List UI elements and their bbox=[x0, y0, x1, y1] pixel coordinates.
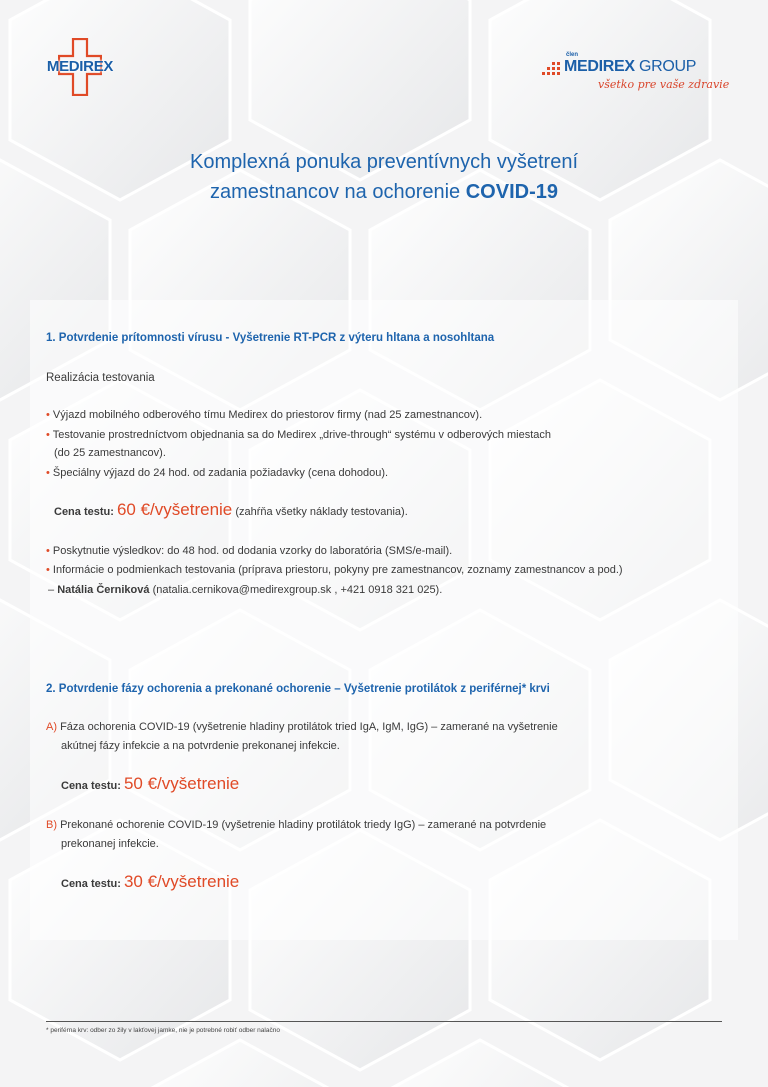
brand-light: GROUP bbox=[634, 58, 697, 75]
title-covid: COVID-19 bbox=[465, 181, 558, 203]
medirex-logo bbox=[44, 38, 116, 98]
price-label: Cena testu: bbox=[61, 780, 121, 792]
slogan: všetko pre vaše zdravie bbox=[598, 78, 730, 91]
price-row-rt-pcr bbox=[54, 500, 408, 520]
list-item: • Výjazd mobilného odberového tímu Medirex do priestorov firmy (nad 25 zamestnancov). bbox=[46, 409, 483, 421]
option-b bbox=[46, 819, 546, 831]
option-a-label: A) bbox=[46, 721, 57, 733]
title-line-2 bbox=[0, 177, 768, 207]
option-b-line-1: Prekonané ochorenie COVID-19 (vyšetrenie hladiny protilátok triedy IgG) – zamerané na potvrdenie bbox=[60, 819, 547, 831]
footnote: * periférna krv: odber zo žily v lakťovej jamke, nie je potrebné robiť odber nalačno bbox=[46, 1027, 280, 1034]
list-item-text: Testovanie prostredníctvom objednania sa do Medirex „drive-through“ systému v odberových miestach bbox=[52, 429, 552, 441]
logo-wordmark: MEDIREX bbox=[46, 58, 114, 75]
section-1-subheading: Realizácia testovania bbox=[46, 372, 155, 384]
list-item-text: Výjazd mobilného odberového tímu Medirex do priestorov firmy (nad 25 zamestnancov). bbox=[52, 409, 483, 421]
medirex-group-logo bbox=[540, 52, 740, 96]
list-item-continuation: (do 25 zamestnancov). bbox=[54, 447, 166, 459]
brand-bold: MEDIREX bbox=[564, 58, 635, 75]
option-a-line-2: akútnej fázy infekcie a na potvrdenie prekonanej infekcie. bbox=[61, 740, 340, 752]
dot-grid-icon bbox=[540, 61, 562, 75]
title-line-2-prefix: zamestnancov na ochorenie bbox=[210, 181, 466, 203]
section-2-heading: 2. Potvrdenie fázy ochorenia a prekonané ochorenie – Vyšetrenie protilátok z periférnej* krvi bbox=[46, 683, 550, 695]
list-item: • Poskytnutie výsledkov: do 48 hod. od dodania vzorky do laboratória (SMS/e-mail). bbox=[46, 545, 453, 557]
brand-name bbox=[564, 58, 696, 76]
option-b-label: B) bbox=[46, 819, 57, 831]
list-item: • Informácie o podmienkach testovania (príprava priestoru, pokyny pre zamestnancov, zoznamy zamestnancov a pod.) bbox=[46, 564, 623, 576]
price-label: Cena testu: bbox=[54, 506, 114, 518]
title-line-1: Komplexná ponuka preventívnych vyšetrení bbox=[190, 151, 578, 173]
price-label: Cena testu: bbox=[61, 878, 121, 890]
contact-line bbox=[48, 584, 442, 596]
option-a bbox=[46, 721, 558, 733]
list-item: • Špeciálny výjazd do 24 hod. od zadania požiadavky (cena dohodou). bbox=[46, 467, 389, 479]
member-label: člen bbox=[566, 52, 579, 58]
contact-name: Natália Černiková bbox=[57, 584, 150, 596]
price-note: (zahŕňa všetky náklady testovania). bbox=[235, 506, 408, 518]
option-b-line-2: prekonanej infekcie. bbox=[61, 838, 159, 850]
contact-dash: – bbox=[48, 584, 55, 596]
list-item-text: Špeciálny výjazd do 24 hod. od zadania požiadavky (cena dohodou). bbox=[52, 467, 389, 479]
list-item: • Testovanie prostredníctvom objednania sa do Medirex „drive-through“ systému v odberových miestach bbox=[46, 429, 552, 441]
list-item-text: Poskytnutie výsledkov: do 48 hod. od dodania vzorky do laboratória (SMS/e-mail). bbox=[52, 545, 453, 557]
contact-details: (natalia.cernikova@medirexgroup.sk , +421 0918 321 025). bbox=[152, 584, 443, 596]
footer-divider bbox=[46, 1021, 722, 1022]
price-value: 60 €/vyšetrenie bbox=[116, 500, 233, 519]
section-1-heading: 1. Potvrdenie prítomnosti vírusu - Vyšetrenie RT-PCR z výteru hltana a nosohltana bbox=[46, 332, 495, 344]
option-a-line-1: Fáza ochorenia COVID-19 (vyšetrenie hladiny protilátok tried IgA, IgM, IgG) – zamerané na vyšetrenie bbox=[60, 721, 558, 733]
page-title bbox=[0, 147, 768, 207]
price-value: 50 €/vyšetrenie bbox=[123, 774, 240, 793]
price-row-option-b bbox=[61, 872, 239, 892]
price-row-option-a bbox=[61, 774, 239, 794]
list-item-text: Informácie o podmienkach testovania (príprava priestoru, pokyny pre zamestnancov, zoznamy zamestnancov a pod.) bbox=[52, 564, 623, 576]
price-value: 30 €/vyšetrenie bbox=[123, 872, 240, 891]
